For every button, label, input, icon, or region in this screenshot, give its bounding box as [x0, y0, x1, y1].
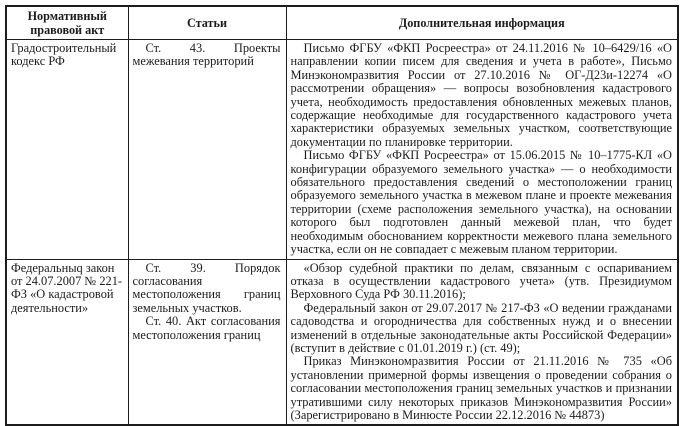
table-header-row	[6, 6, 678, 40]
info-paragraph: Письмо ФГБУ «ФКП Росреестра» от 24.11.2016 № 10–6429/16 «О направлении копии писем для сведения и учета в работе», Письмо Минэкономразвития России от 27.10.2016 № ОГ-Д23и-12274 «О рассмотрении обращения» — вопросы возобновления кадастрового учета, необходимость предоставления обновленных межевых планов, содержащие необходимые для государственного кадастрового учета характеристики образуемых земельных участком, соответствующие документации по планировке территории.	[290, 41, 672, 149]
cell-additional-info	[286, 259, 678, 425]
article-text: Ст. 40. Акт согласования местоположения границ	[132, 314, 281, 342]
cell-articles	[128, 259, 286, 425]
cell-normative-act	[6, 40, 128, 260]
act-text: Федеральныq закон от 24.07.2007 № 221-ФЗ «О кадастровой деятельности»	[11, 260, 123, 315]
cell-articles	[128, 40, 286, 260]
cell-normative-act	[6, 259, 128, 425]
cell-additional-info	[286, 40, 678, 260]
info-paragraph: Письмо ФГБУ «ФКП Росреестра» от 15.06.2015 № 10–1775-КЛ «О конфигурации образуемого земельного участка» — о необходимости обязательного предоставления сведений о местоположении границ образуемого земельного участка в межевом плане и проекте межевания территории (схеме расположения земельного участка), на основании которого был подготовлен данный межевой план, что будет необходимым обоснованием корректности межевого плана земельного участка, если он не совпадает с межевым планом территории.	[290, 148, 672, 257]
table-row	[6, 259, 678, 425]
info-paragraph: «Обзор судебной практики по делам, связанным с оспариванием отказа в осуществлении кадастрового учета» (утв. Президиумом Верховного Суда РФ 30.11.2016);	[290, 260, 672, 302]
info-paragraph: Федеральный закон от 29.07.2017 № 217-ФЗ «О ведении гражданами садоводства и огородничества для собственных нужд и о внесении изменений в отдельные законодательные акты Российской Федерации» (вступит в действие с 01.01.2019 г.) (ст. 49);	[290, 300, 672, 355]
header-additional-info: Дополнительная информация	[286, 6, 678, 40]
legal-acts-table	[5, 5, 679, 426]
header-articles: Статьи	[128, 6, 286, 40]
act-text: Градостроительный кодекс РФ	[11, 41, 117, 69]
header-normative-act: Нормативный правовой акт	[6, 6, 128, 40]
info-paragraph: Приказ Минэкономразвития России от 21.11.2016 № 735 «Об установлении примерной формы извещения о проведении собрания о согласовании местоположения границ земельных участков и признании утратившими силу некоторых приказов Минэкономразвития России» (Зарегистрировано в Минюсте России 22.12.2016 № 44873)	[290, 354, 672, 422]
table-row	[6, 40, 678, 260]
article-text: Ст. 43. Проекты межевания территорий	[132, 41, 281, 69]
article-text: Ст. 39. Порядок согласования местоположения границ земельных участков.	[132, 260, 281, 315]
